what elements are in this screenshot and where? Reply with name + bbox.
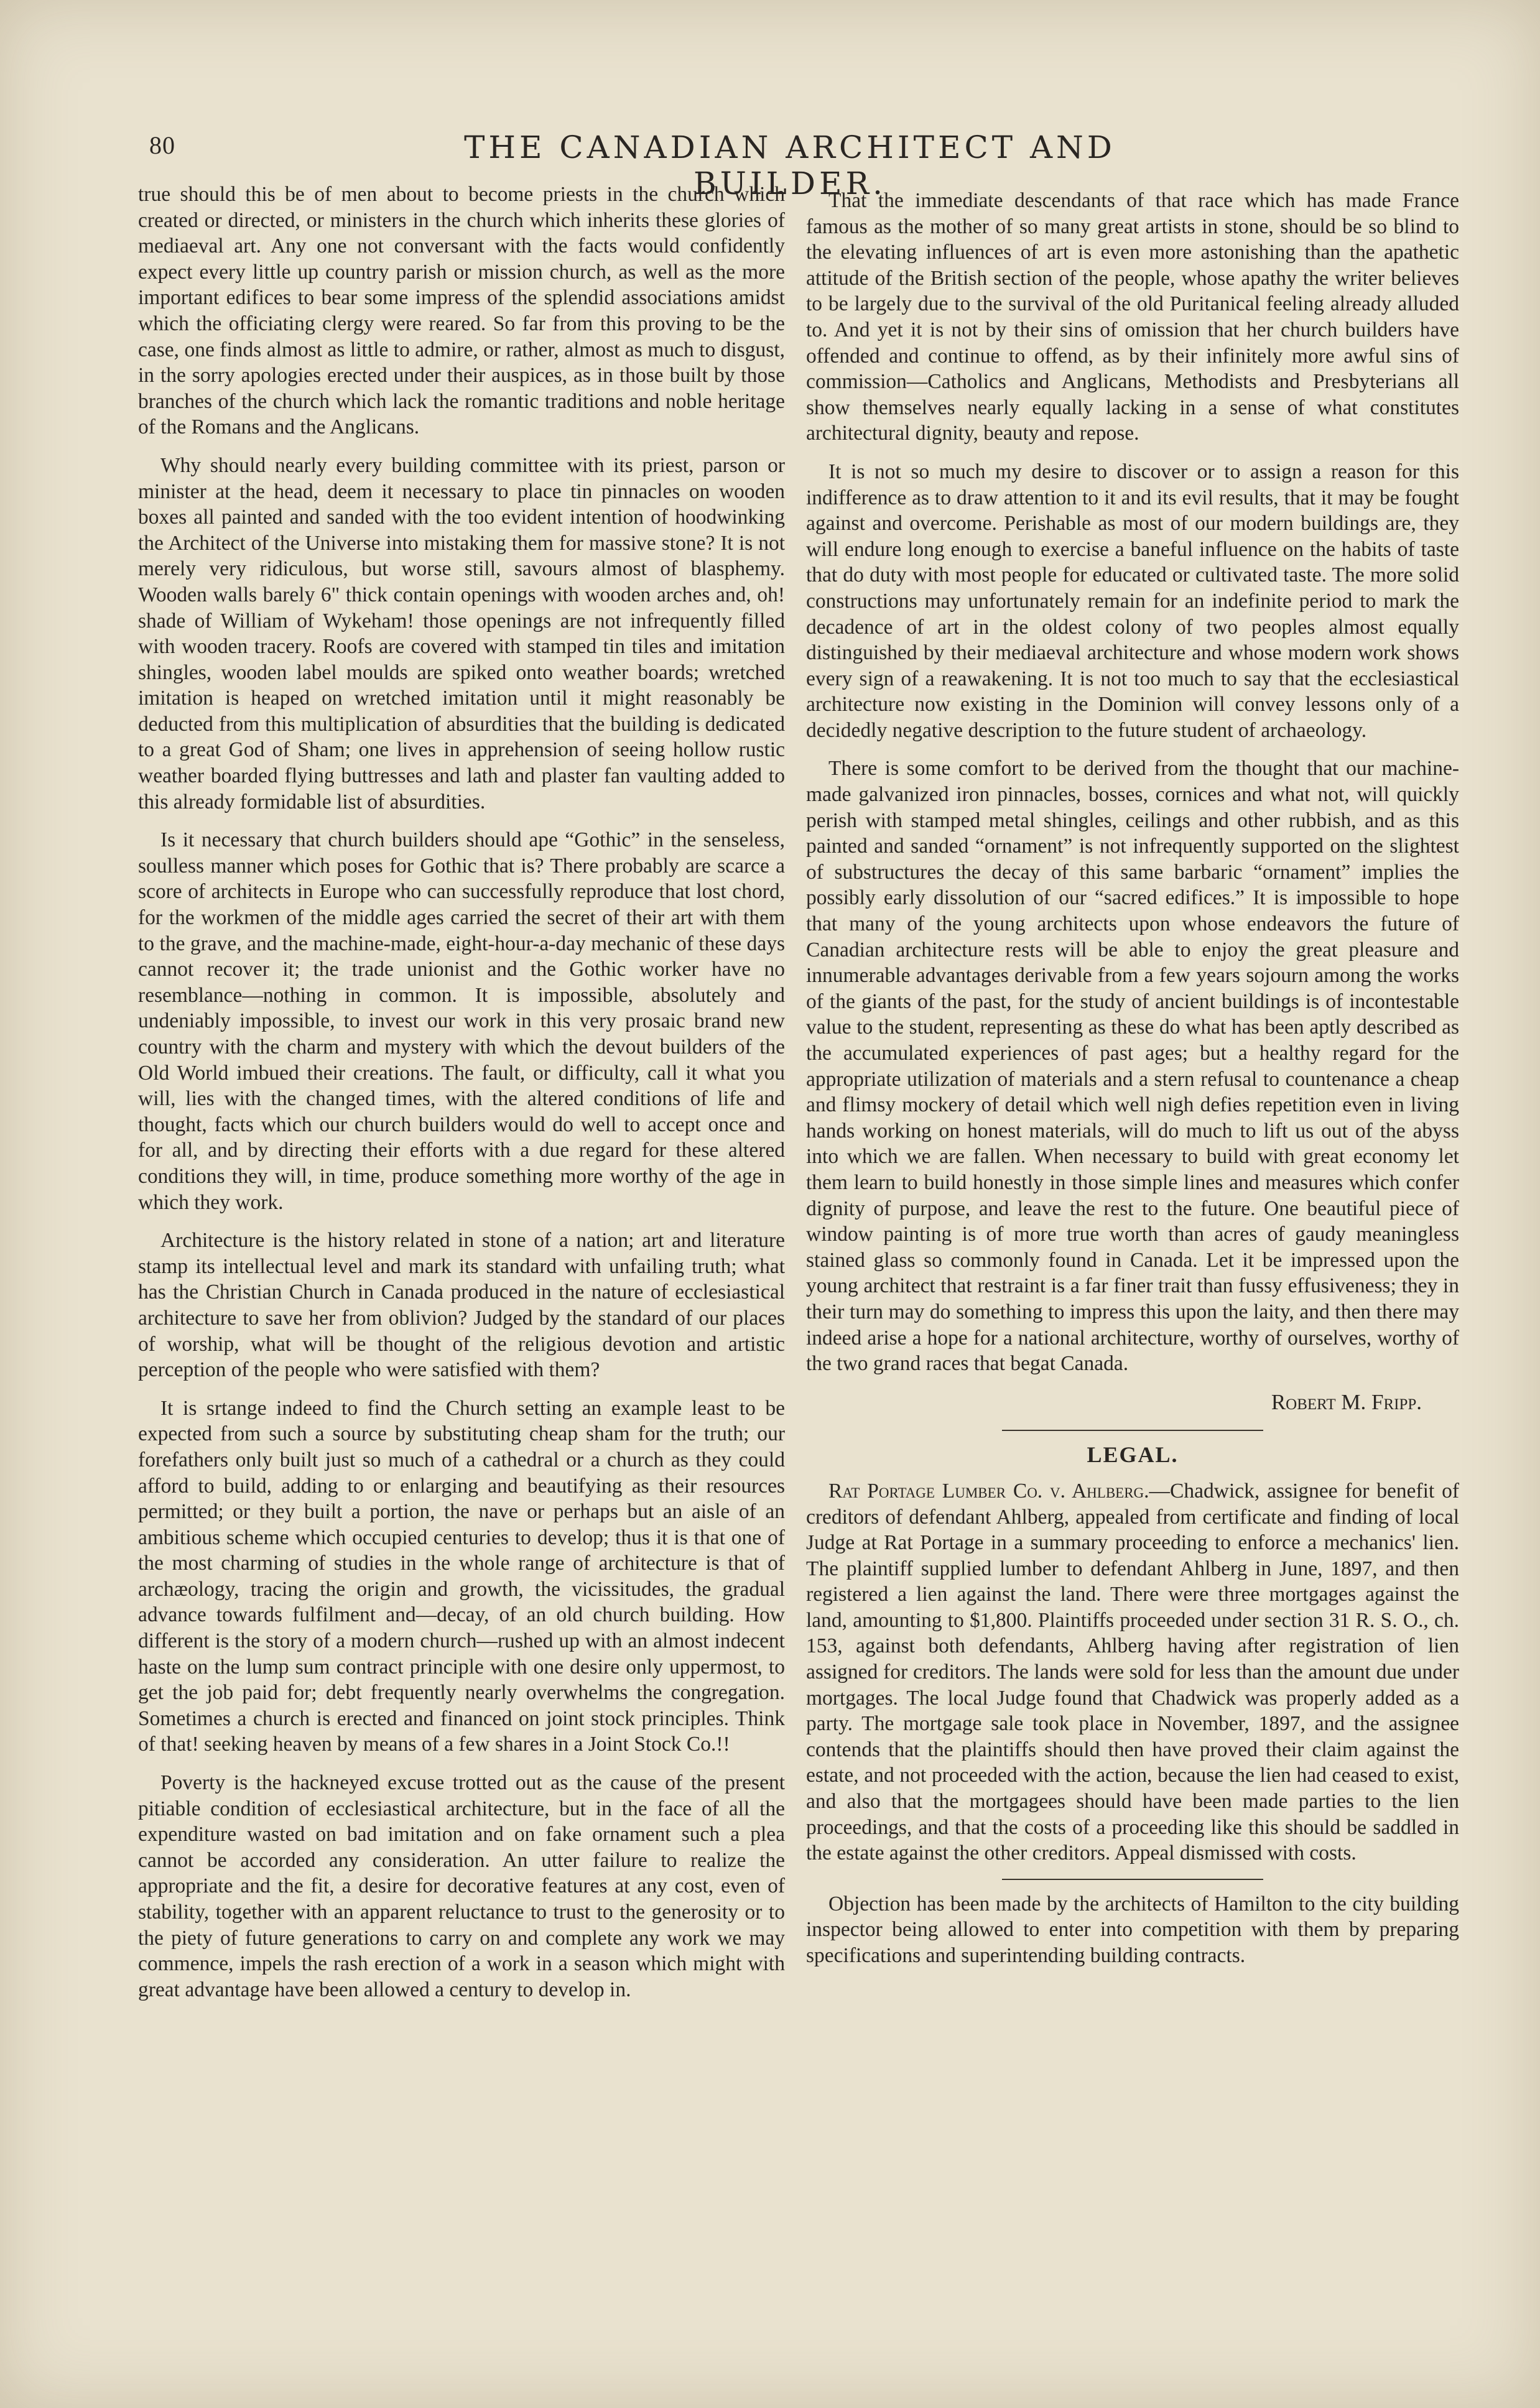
section-divider <box>1002 1430 1263 1431</box>
left-paragraph-3: Is it necessary that church builders should ape “Gothic” in the senseless, soulless manner which poses for Gothic that is? There probably are scarce a score of architects in Europe who can successfully reproduce that lost chord, for the workmen of the middle ages carried the secret of their art with them to the grave, and the machine-made, eight-hour-a-day mechanic of these days cannot recover it; the trade unionist and the Gothic worker have no resemblance—nothing in common. It is impossible, absolutely and undeniably impossible, to invest our work in this very prosaic brand new country with the charm and mystery with which the devout builders of the Old World imbued their creations. The fault, or difficulty, call it what you will, lies with the changed times, with the altered conditions of life and thought, facts which our church builders would do well to accept once and for all, and by directing their efforts with a due regard for these altered conditions they will, in time, produce something more worthy of the age in which they work. <box>138 828 785 1214</box>
right-paragraph-2: It is not so much my desire to discover or to assign a reason for this indifference as to draw attention to it and its evil results, that it may be fought against and overcome. Perishable as most of our modern buildings are, they will endure long enough to exercise a baneful influence on the habits of taste that do duty with most people for educated or cultivated taste. The more solid constructions may unfortunately remain for an indefinite period to mark the decadence of art in the oldest colony of two peoples almost equally distinguished by their mediaeval architecture and whose modern work shows every sign of a reawakening. It is not too much to say that the ecclesiastical architecture now existing in the Dominion will convey lessons only of a decidedly negative description to the future student of archaeology. <box>806 460 1459 742</box>
objection-paragraph: Objection has been made by the architects of Hamilton to the city building inspector being allowed to enter into competition with them by preparing specifications and superintending building contracts. <box>806 1892 1459 1967</box>
left-paragraph-6: Poverty is the hackneyed excuse trotted out as the cause of the present pitiable condition of ecclesiastical architecture, but in the face of all the expenditure wasted on bad imitation and on fake ornament such a plea cannot be accorded any consideration. An utter failure to realize the appropriate and the fit, a desire for decorative features at any cost, even of stability, together with an apparent reluctance to trust to the generosity or to the piety of future generations to carry on and complete any work we may commence, impels the rash erection of a work in a season which might with great advantage have been allowed a century to develop in. <box>138 1771 785 2001</box>
left-paragraph-1: true should this be of men about to become priests in the church which created or directed, or ministers in the church which inherits these glories of mediaeval art. Any one not conversant with the facts would confidently expect every little up country parish or mission church, as well as the more important edifices to bear some impress of the splendid associations amidst which the officiating clergy were reared. So far from this proving to be the case, one finds almost as little to admire, or rather, almost as much to disgust, in the sorry apologies erected under their auspices, as in those built by those branches of the church which lack the romantic traditions and noble heritage of the Romans and the Anglicans. <box>138 183 785 439</box>
left-paragraph-2: Why should nearly every building committee with its priest, parson or minister at the head, deem it necessary to place tin pinnacles on wooden boxes all painted and sanded with the too evident intention of hoodwinking the Architect of the Universe into mistaking them for massive stone? It is not merely very ridiculous, but worse still, savours almost of blasphemy. Wooden walls barely 6" thick contain openings with wooden arches and, oh! shade of William of Wykeham! those openings are not infrequently filled with wooden tracery. Roofs are covered with stamped tin tiles and imitation shingles, wooden label moulds are spiked onto weather boards; wretched imitation is heaped on wretched imitation until it might reasonably be deducted from this multiplication of absurdities that the building is dedicated to a great God of Sham; one lives in apprehension of seeing hollow rustic weather boarded flying buttresses and lath and plaster fan vaulting added to this already formidable list of absurdities. <box>138 453 785 813</box>
legal-paragraph <box>806 1478 1459 1866</box>
page-number: 80 <box>149 131 175 159</box>
author-signature: Robert M. Fripp. <box>1271 1389 1422 1414</box>
right-column <box>806 188 1459 1981</box>
legal-text: —Chadwick, assignee for benefit of creditors of defendant Ahlberg, appealed from certificate and finding of local Judge at Rat Portage in a summary proceeding to enforce a mechanics' lien. The plaintiff supplied lumber to defendant Ahlberg in June, 1897, and then registered a lien against the land. There were three mortgages against the land, amounting to $1,800. Plaintiffs proceeded under section 31 R. S. O., ch. 153, against both defendants, Ahlberg having after registration of lien assigned for creditors. The lands were sold for less than the amount due under mortgages. The local Judge found that Chadwick was properly added as a party. The mortgage sale took place in November, 1897, and the assignee contends that the plaintiffs should then have proved their claim against the estate, and not proceeded with the action, because the lien had ceased to exist, and also that the mortgagees should have been made parties to the lien proceedings, and that the costs of a proceeding like this should be saddled in the estate against the other creditors. Appeal dismissed with costs. <box>806 1479 1460 1865</box>
right-paragraph-1: That the immediate descendants of that race which has made France famous as the mother of so many great artists in stone, should be so blind to the elevating influences of art is even more astonishing than the apathetic attitude of the British section of the people, whose apathy the writer believes to be largely due to the survival of the old Puritanical feeling already alluded to. And yet it is not by their sins of omission that her church builders have offended and continue to offend, as by their infinitely more awful sins of commission—Catholics and Anglicans, Methodists and Presbyterians all show themselves nearly equally lacking in a sense of what constitutes architectural dignity, beauty and repose. <box>806 189 1459 445</box>
running-head: THE CANADIAN ARCHITECT AND BUILDER. <box>464 129 1116 201</box>
left-paragraph-5: It is srtange indeed to find the Church setting an example least to be expected from such a source by substituting cheap sham for the truth; our forefathers only built just so much of a cathedral or a church as they could afford to build, adding to or enlarging and beautifying as their resources permitted; or they built a portion, the nave or perhaps but an aisle of an ambitious scheme which occupied centuries to develop; thus it is that one of the most charming of studies in the whole range of architecture is that of archæology, tracing the origin and growth, the vicissitudes, the gradual advance towards fulfilment and—decay, of an old church building. How different is the story of a modern church—rushed up with an almost indecent haste on the lump sum contract principle with one desire only uppermost, to get the job paid for; debt frequently nearly overwhelms the congregation. Sometimes a church is erected and financed on joint stock principles. Think of that! seeking heaven by means of a few shares in a Joint Stock Co.!! <box>138 1396 785 1756</box>
legal-case-title: Rat Portage Lumber Co. v. Ahlberg. <box>828 1479 1149 1503</box>
legal-heading: LEGAL. <box>1087 1442 1179 1468</box>
left-paragraph-4: Architecture is the history related in stone of a nation; art and literature stamp its intellectual level and mark its standard with unfailing truth; what has the Christian Church in Canada produced in the nature of ecclesiastical architecture to save her from oblivion? Judged by the standard of our places of worship, what will be thought of the religious devotion and artistic perception of the people who were satisfied with them? <box>138 1229 785 1382</box>
right-paragraph-3: There is some comfort to be derived from the thought that our machine-made galvanized iron pinnacles, bosses, cornices and what not, will quickly perish with stamped metal shingles, ceilings and other rubbish, and as this painted and sanded “ornament” is not infrequently supported on the slightest of substructures the decay of this same barbaric “ornament” implies the possibly early dissolution of our “sacred edifices.” It is impossible to hope that many of the young architects upon whose endeavors the future of Canadian architecture rests will be able to enjoy the great pleasure and innumerable advantages derivable from a few years sojourn among the works of the giants of the past, for the study of ancient buildings is of incontestable value to the student, representing as these do what has been aptly described as the accumulated experiences of past ages; but a healthy regard for the appropriate utilization of materials and a stern refusal to countenance a cheap and flimsy mockery of detail which well nigh defies repetition even in living hands working on honest materials, will do much to lift us out of the abyss into which we are fallen. When necessary to build with great economy let them learn to build honestly in those simple lines and measures which confer dignity of purpose, and leave the rest to the future. One beautiful piece of window painting is of more true worth than acres of gaudy meaningless stained glass so commonly found in Canada. Let it be impressed upon the young architect that restraint is a far finer trait than fussy effusiveness; they in their turn may do something to impress this upon the laity, and then there may indeed arise a hope for a national architecture, worthy of ourselves, worthy of the two grand races that begat Canada. <box>806 757 1459 1376</box>
left-column <box>138 182 785 2015</box>
section-divider-2 <box>1002 1879 1263 1880</box>
